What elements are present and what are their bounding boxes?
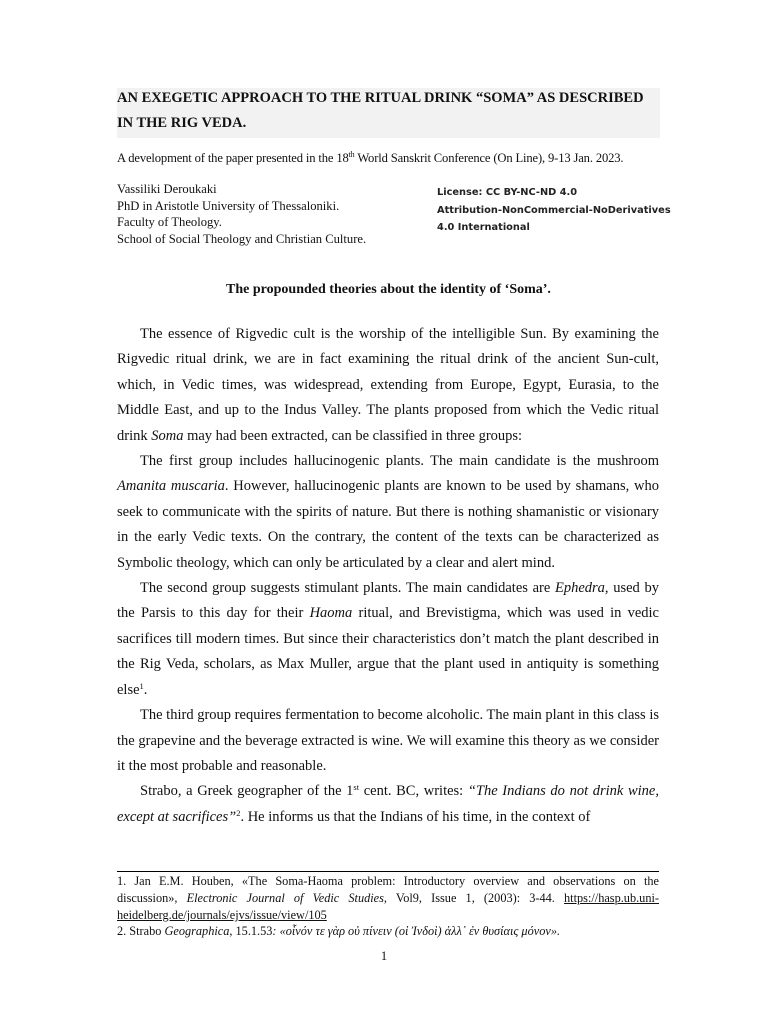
p3-text: The second group suggests stimulant plants. The main candidates are <box>140 580 555 597</box>
p5-text: Strabo, a Greek geographer of the 1 <box>140 783 354 800</box>
footnotes <box>117 873 659 940</box>
author-degree: PhD in Aristotle University of Thessaloniki. <box>117 198 340 213</box>
p5-text-2: cent. BC, writes: <box>359 783 468 800</box>
term-haoma: Haoma <box>309 605 353 622</box>
license-line-1: License: CC BY-NC-ND 4.0 <box>437 187 578 198</box>
paper-subtitle <box>117 151 623 166</box>
p1-text: The essence of Rigvedic cult is the worship of the intelligible Sun. By examining the Rigvedic ritual drink, we are in fact examining the ritual drink of the ancient Sun-cult, which, in Vedic times, was widespread, extending from Europe, Egypt, Eurasia, to the Middle East, and up to the Indus Valley. The plants proposed from which the Vedic ritual drink <box>117 326 659 444</box>
term-soma: Soma <box>151 427 184 444</box>
p3-text-3: ritual, and Brevistigma, which was used in vedic sacrifices till modern times. But since their characteristics don’t match the plant described in the Rig Veda, scholars, as Max Muller, argue that the plant used in antiquity is something else <box>117 605 659 698</box>
license-line-3: 4.0 International <box>437 222 530 233</box>
journal-title: Electronic Journal of Vedic Studies <box>186 890 384 905</box>
paragraph-4: The third group requires fermentation to become alcoholic. The main plant in this class is the grapevine and the beverage extracted is wine. We will examine this theory as we consider it the most probable and reasonable. <box>117 707 659 774</box>
p3-text-2: , used by the Parsis to this day for their <box>117 580 659 622</box>
license-block <box>437 184 671 237</box>
subtitle-superscript: th <box>348 150 355 159</box>
greek-quote: : «οἶνόν τε γὰρ οὐ πίνειν (οἱ Ἰνδοὶ) ἀλλ᾽ ἐν θυσίαις μόνον». <box>272 924 561 939</box>
paragraph-3 <box>117 576 659 703</box>
footnote-1 <box>117 873 659 923</box>
page-number: 1 <box>380 949 388 963</box>
footnote-ref-2[interactable]: 2 <box>236 807 241 818</box>
section-heading: The propounded theories about the identity of ‘Soma’. <box>226 282 551 297</box>
term-ephedra: Ephedra <box>554 580 605 597</box>
author-school: School of Social Theology and Christian Culture. <box>117 231 367 246</box>
p2-text-end: . However, hallucinogenic plants are known to be used by shamans, who seek to communicate with the spirits of nature. But there is nothing shamanistic or visionary in the early Vedic texts. On the contrary, the content of the texts can be characterized as Symbolic theology, which can only be articulated by a clear and alert mind. <box>117 478 659 571</box>
fn1-text-2: , Vol9, Issue 1, (2003): 3-44. <box>383 890 565 905</box>
footnote-divider <box>117 871 659 872</box>
subtitle-text-end: World Sanskrit Conference (On Line), 9-13 Jan. 2023. <box>354 151 624 165</box>
work-title: Geographica <box>164 924 230 939</box>
body-text <box>117 322 659 830</box>
author-name: Vassiliki Deroukaki <box>117 182 217 196</box>
footnote-ref-1[interactable]: 1 <box>139 680 144 691</box>
paragraph-2 <box>117 449 659 576</box>
p3-text-end: . <box>143 681 148 698</box>
fn1-text: 1. Jan E.M. Houben, «The Soma-Haoma problem: Introductory overview and observations on the discussion», <box>117 874 659 905</box>
fn2-text-2: , 15.1.53 <box>229 924 273 939</box>
ordinal-superscript: st <box>353 782 360 793</box>
strabo-quote: “The Indians do not drink wine, except at sacrifices” <box>117 783 659 825</box>
p2-text: The first group includes hallucinogenic plants. The main candidate is the mushroom <box>140 453 659 470</box>
footnote-link[interactable]: https://hasp.ub.uni-heidelberg.de/journals/ejvs/issue/view/105 <box>117 890 659 922</box>
fn2-text: 2. Strabo <box>117 924 165 939</box>
term-amanita: Amanita muscaria <box>117 478 225 495</box>
footnote-2 <box>117 923 659 940</box>
author-block <box>117 181 366 247</box>
p1-text-end: may had been extracted, can be classified in three groups: <box>183 427 523 444</box>
paragraph-5 <box>117 779 659 830</box>
license-line-2: Attribution-NonCommercial-NoDerivatives <box>437 204 671 216</box>
subtitle-text: A development of the paper presented in the 18 <box>117 151 349 165</box>
paragraph-1 <box>117 322 659 449</box>
author-faculty: Faculty of Theology. <box>117 215 222 229</box>
paper-title: AN EXEGETIC APPROACH TO THE RITUAL DRINK “SOMA” AS DESCRIBED IN THE RIG VEDA. <box>117 90 644 131</box>
p5-text-end: . He informs us that the Indians of his time, in the context of <box>240 808 591 825</box>
